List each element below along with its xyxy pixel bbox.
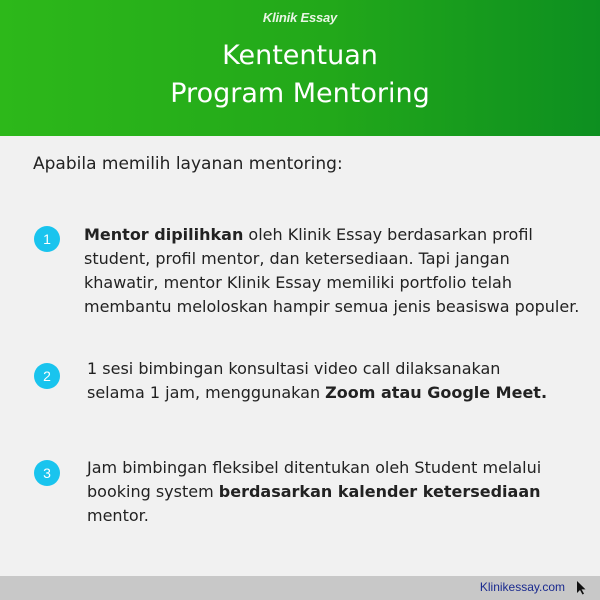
item-body-text: Jam bimbingan fleksibel ditentukan oleh Student melalui booking system	[87, 458, 542, 501]
item-text	[87, 456, 557, 528]
intro-text: Apabila memilih layanan mentoring:	[33, 154, 343, 174]
page-title-line2: Program Mentoring	[170, 78, 430, 109]
brand-logo-text: Klinik Essay	[262, 10, 338, 25]
number-badge: 1	[34, 226, 60, 252]
number-badge: 3	[34, 460, 60, 486]
page-title-line1: Kententuan	[222, 40, 378, 71]
item-bold-text: Mentor dipilihkan	[84, 225, 244, 244]
item-body-text: 1 sesi bimbingan konsultasi video call dilaksanakan selama 1 jam, menggunakan	[87, 359, 501, 402]
item-body-text-after: mentor.	[87, 506, 149, 525]
website-link[interactable]: Klinikessay.com	[479, 580, 565, 594]
item-bold-text: berdasarkan kalender ketersediaan	[218, 482, 541, 501]
header-banner	[0, 0, 600, 136]
item-bold-text: Zoom atau Google Meet.	[325, 383, 548, 402]
footer-bar	[0, 576, 600, 600]
mouse-cursor-icon	[576, 581, 588, 595]
item-text	[87, 357, 557, 405]
number-badge: 2	[34, 363, 60, 389]
item-body-text: oleh Klinik Essay berdasarkan profil student, profil mentor, dan ketersediaan. Tapi jangan khawatir, mentor Klinik Essay memiliki portfolio telah membantu meloloskan hampir semua jenis beasiswa populer.	[84, 225, 580, 316]
item-text	[84, 223, 584, 319]
